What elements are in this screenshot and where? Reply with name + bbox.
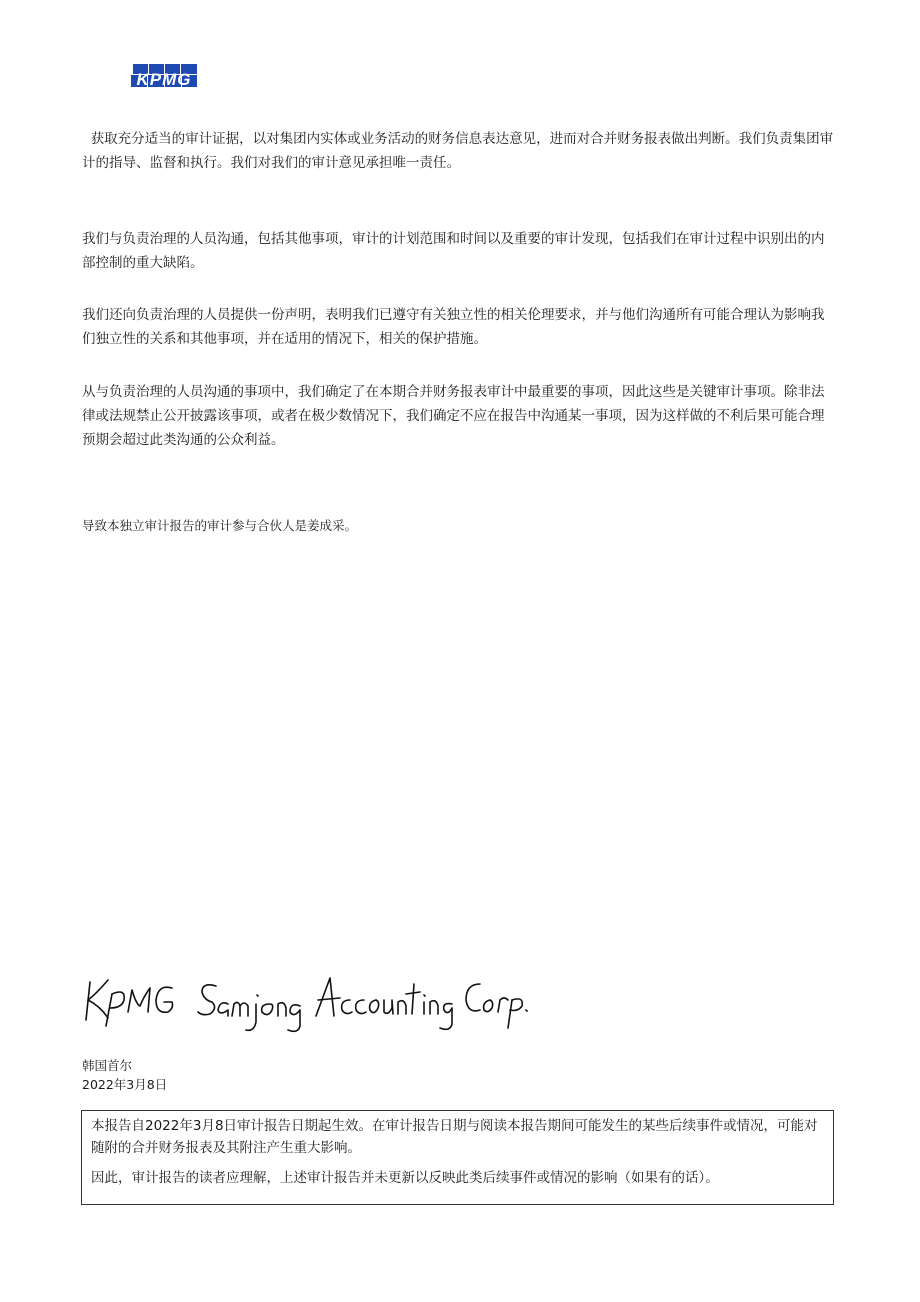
paragraph-communication: 我们与负责治理的人员沟通，包括其他事项，审计的计划范围和时间以及重要的审计发现，包括我们在审计过程中识别出的内部控制的重大缺陷。 (82, 231, 825, 271)
report-location: 韩国首尔 (82, 1058, 133, 1073)
paragraph-independence: 我们还向负责治理的人员提供一份声明，表明我们已遵守有关独立性的相关伦理要求，并与他们沟通所有可能合理认为影响我们独立性的关系和其他事项，并在适用的情况下，相关的保护措施。 (82, 307, 825, 347)
handwritten-signature (78, 960, 528, 1035)
report-date: 2022年3月8日 (82, 1077, 168, 1092)
paragraph-engagement-partner: 导致本独立审计报告的审计参与合伙人是姜成采。 (82, 518, 358, 533)
notice-effective-date: 本报告自2022年3月8日审计报告日期起生效。在审计报告日期与阅读本报告期间可能发生的某些后续事件或情况，可能对随附的合并财务报表及其附注产生重大影响。 (91, 1118, 818, 1156)
paragraph-key-audit-matters: 从与负责治理的人员沟通的事项中，我们确定了在本期合并财务报表审计中最重要的事项，因此这些是关键审计事项。除非法律或法规禁止公开披露该事项，或者在极少数情况下，我们确定不应在报告中沟通某一事项，因为这样做的不利后果可能合理预期会超过此类沟通的公众利益。 (82, 384, 825, 448)
kpmg-logo (129, 64, 199, 88)
kpmg-logo-text: KPMG (136, 70, 192, 88)
notice-subsequent-events: 因此，审计报告的读者应理解，上述审计报告并未更新以反映此类后续事件或情况的影响（如果有的话）。 (91, 1170, 719, 1186)
notice-box (81, 1110, 834, 1205)
paragraph-audit-evidence: 获取充分适当的审计证据，以对集团内实体或业务活动的财务信息表达意见，进而对合并财务报表做出判断。我们负责集团审计的指导、监督和执行。我们对我们的审计意见承担唯一责任。 (82, 131, 834, 171)
